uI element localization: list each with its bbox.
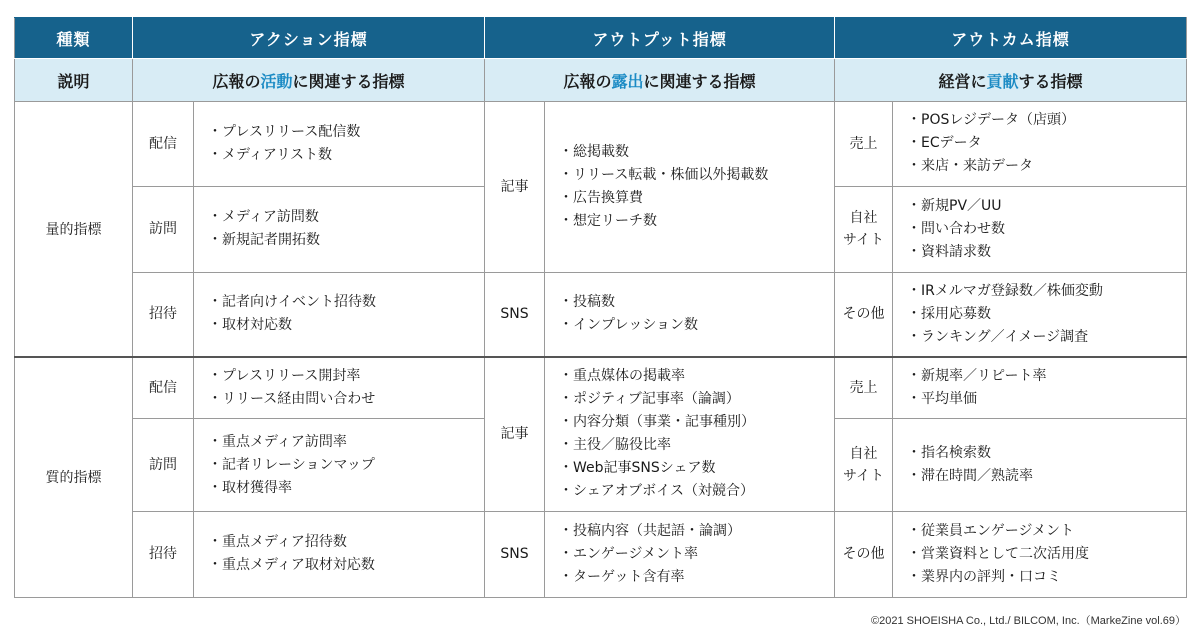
quant-output-items-1 (545, 102, 835, 273)
description-action (133, 59, 485, 102)
qual-output-items-1 (545, 357, 835, 512)
list-item: ・ ECデータ (907, 132, 1186, 155)
item-list (901, 442, 1186, 488)
item-list (202, 531, 484, 577)
item-list (202, 121, 484, 167)
list-item: ・ 来店・来訪データ (907, 155, 1186, 178)
quant-action-items-2 (194, 186, 485, 272)
list-item: ・ 記者向けイベント招待数 (208, 291, 484, 314)
site-label: 自社 サイト (843, 445, 885, 484)
quant-outcome-items-3 (893, 272, 1187, 356)
qual-outcome-items-1 (893, 357, 1187, 419)
list-item: ・ 滞在時間／熟読率 (907, 465, 1186, 488)
list-item: ・ ターゲット含有率 (559, 566, 834, 589)
list-item: ・ 従業員エンゲージメント (907, 520, 1186, 543)
qual-label: 質的指標 (15, 357, 133, 598)
quant-output-sub-2: SNS (485, 272, 545, 356)
list-item: ・ 営業資料として二次活用度 (907, 543, 1186, 566)
list-item: ・ 新規PV／UU (907, 195, 1186, 218)
description-output-highlight: 露出 (611, 71, 644, 91)
list-item: ・ プレスリリース開封率 (208, 365, 484, 388)
list-item: ・ 主役／脇役比率 (559, 434, 834, 457)
list-item: ・ 取材獲得率 (208, 477, 484, 500)
list-item: ・ 採用応募数 (907, 303, 1186, 326)
item-list (553, 520, 834, 589)
quant-output-items-2 (545, 272, 835, 356)
item-list (901, 365, 1186, 411)
description-output-pre: 広報の (563, 71, 612, 91)
quant-action-sub-2: 訪問 (133, 186, 194, 272)
list-item: ・ メディアリスト数 (208, 144, 484, 167)
item-list (202, 431, 484, 500)
description-action-highlight: 活動 (260, 71, 293, 91)
list-item: ・ ランキング／イメージ調査 (907, 326, 1186, 349)
description-outcome-highlight: 貢献 (986, 71, 1019, 91)
description-output (485, 59, 835, 102)
list-item: ・ 内容分類（事業・記事種別） (559, 411, 834, 434)
list-item: ・ 重点媒体の掲載率 (559, 365, 834, 388)
quant-row-3 (15, 272, 1187, 356)
description-action-post: に関連する指標 (292, 71, 405, 91)
list-item: ・ シェアオブボイス（対競合） (559, 480, 834, 503)
list-item: ・ 重点メディア招待数 (208, 531, 484, 554)
qual-action-items-1 (194, 357, 485, 419)
header-type: 種類 (15, 18, 133, 59)
qual-row-3 (15, 511, 1187, 597)
qual-output-items-2 (545, 511, 835, 597)
qual-action-items-3 (194, 511, 485, 597)
qual-action-sub-3: 招待 (133, 511, 194, 597)
qual-output-sub-1: 記事 (485, 357, 545, 512)
list-item: ・ 重点メディア訪問率 (208, 431, 484, 454)
item-list (202, 206, 484, 252)
list-item: ・ 想定リーチ数 (559, 210, 834, 233)
qual-action-sub-2: 訪問 (133, 419, 194, 511)
item-list (553, 141, 834, 233)
quant-outcome-items-1 (893, 102, 1187, 186)
list-item: ・ 重点メディア取材対応数 (208, 554, 484, 577)
description-outcome-post: する指標 (1018, 71, 1083, 91)
description-row (15, 59, 1187, 102)
qual-outcome-items-2 (893, 419, 1187, 511)
list-item: ・ 平均単価 (907, 388, 1186, 411)
list-item: ・ IRメルマガ登録数／株価変動 (907, 280, 1186, 303)
item-list (901, 109, 1186, 178)
quant-action-items-3 (194, 272, 485, 356)
list-item: ・ リリース経由問い合わせ (208, 388, 484, 411)
list-item: ・ エンゲージメント率 (559, 543, 834, 566)
list-item: ・ 新規率／リピート率 (907, 365, 1186, 388)
description-outcome-pre: 経営に (938, 71, 987, 91)
pr-metrics-table (14, 17, 1187, 598)
list-item: ・ 投稿内容（共起語・論調） (559, 520, 834, 543)
list-item: ・ ポジティブ記事率（論調） (559, 388, 834, 411)
qual-action-sub-1: 配信 (133, 357, 194, 419)
quant-label: 量的指標 (15, 102, 133, 357)
qual-outcome-sub-1: 売上 (835, 357, 893, 419)
list-item: ・ インプレッション数 (559, 314, 834, 337)
list-item: ・ プレスリリース配信数 (208, 121, 484, 144)
list-item: ・ 総掲載数 (559, 141, 834, 164)
quant-outcome-sub-2 (835, 186, 893, 272)
description-outcome (835, 59, 1187, 102)
list-item: ・ 問い合わせ数 (907, 218, 1186, 241)
list-item: ・ 広告換算費 (559, 187, 834, 210)
description-action-pre: 広報の (212, 71, 261, 91)
quant-outcome-sub-1: 売上 (835, 102, 893, 186)
description-label: 説明 (15, 59, 133, 102)
header-row (15, 18, 1187, 59)
qual-outcome-sub-3: その他 (835, 511, 893, 597)
list-item: ・ リリース転載・株価以外掲載数 (559, 164, 834, 187)
quant-row-1 (15, 102, 1187, 186)
list-item: ・ 資料請求数 (907, 241, 1186, 264)
item-list (553, 365, 834, 503)
header-outcome: アウトカム指標 (835, 18, 1187, 59)
item-list (901, 520, 1186, 589)
copyright-credit: ©2021 SHOEISHA Co., Ltd./ BILCOM, Inc.（MarkeZine vol.69） (870, 615, 1186, 627)
item-list (901, 280, 1186, 349)
description-output-post: に関連する指標 (643, 71, 756, 91)
list-item: ・ 新規記者開拓数 (208, 229, 484, 252)
quant-outcome-sub-3: その他 (835, 272, 893, 356)
list-item: ・ 業界内の評判・口コミ (907, 566, 1186, 589)
header-action: アクション指標 (133, 18, 485, 59)
qual-output-sub-2: SNS (485, 511, 545, 597)
item-list (202, 291, 484, 337)
item-list (202, 365, 484, 411)
list-item: ・ 投稿数 (559, 291, 834, 314)
item-list (901, 195, 1186, 264)
site-label: 自社 サイト (843, 209, 885, 249)
list-item: ・ 記者リレーションマップ (208, 454, 484, 477)
header-output: アウトプット指標 (485, 18, 835, 59)
qual-row-1 (15, 357, 1187, 419)
qual-action-items-2 (194, 419, 485, 511)
quant-output-sub-1: 記事 (485, 102, 545, 273)
quant-outcome-items-2 (893, 186, 1187, 272)
list-item: ・ メディア訪問数 (208, 206, 484, 229)
qual-outcome-items-3 (893, 511, 1187, 597)
list-item: ・ POSレジデータ（店頭） (907, 109, 1186, 132)
list-item: ・ Web記事SNSシェア数 (559, 457, 834, 480)
list-item: ・ 取材対応数 (208, 314, 484, 337)
item-list (553, 291, 834, 337)
qual-outcome-sub-2 (835, 419, 893, 511)
quant-action-sub-3: 招待 (133, 272, 194, 356)
quant-action-sub-1: 配信 (133, 102, 194, 186)
quant-action-items-1 (194, 102, 485, 186)
list-item: ・ 指名検索数 (907, 442, 1186, 465)
